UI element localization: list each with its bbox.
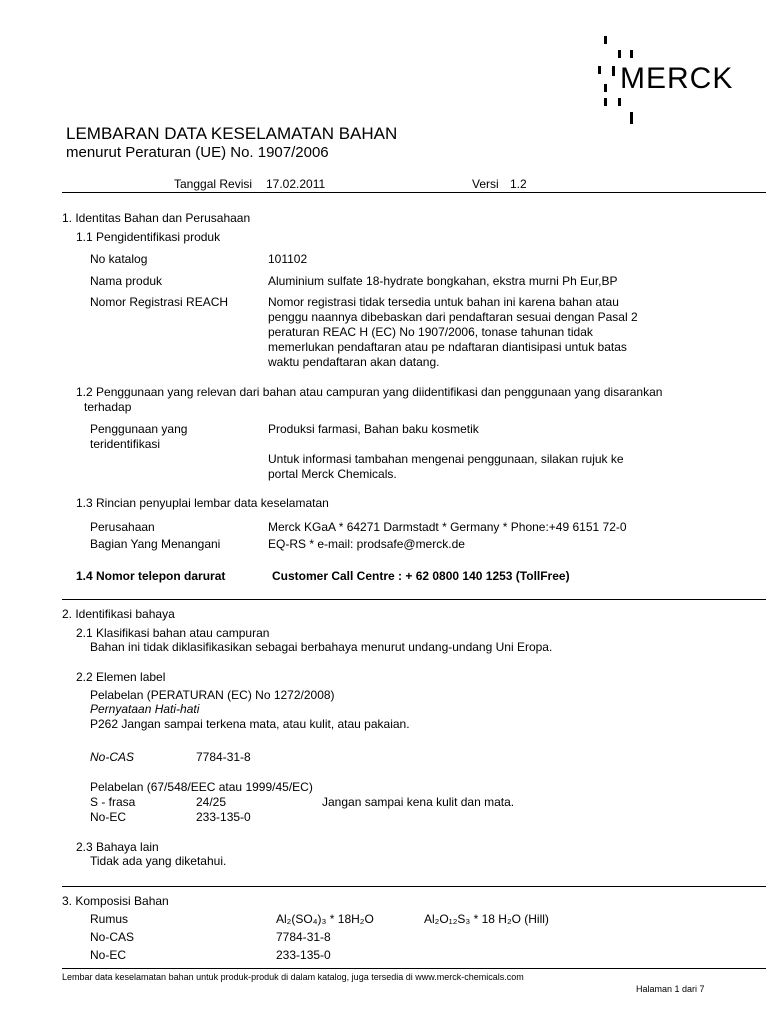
formula-label: Rumus — [90, 912, 129, 926]
use-value: Produksi farmasi, Bahan baku kosmetik — [268, 422, 479, 436]
ec-value: 233-135-0 — [276, 948, 331, 962]
version-label: Versi — [472, 177, 499, 191]
cas-label: No-CAS — [90, 750, 135, 764]
logo-dot — [598, 66, 601, 74]
reach-line: memerlukan pendaftaran atau pe ndaftaran diantisipasi untuk batas — [268, 340, 627, 354]
header-divider — [62, 192, 766, 193]
s-phrase-code: 24/25 — [196, 795, 227, 809]
section1-4-heading: 1.4 Nomor telepon darurat — [76, 569, 226, 583]
use-info: Untuk informasi tambahan mengenai penggunaan, silakan rujuk ke — [268, 452, 624, 466]
s-phrase-label: S - frasa — [90, 795, 136, 809]
dept-value: EQ-RS * e-mail: prodsafe@merck.de — [268, 537, 465, 551]
ec-label: No-EC — [90, 810, 127, 824]
section2-heading: 2. Identifikasi bahaya — [62, 607, 175, 621]
reach-line: peraturan REAC H (EC) No 1907/2006, tonase tahunan tidak — [268, 325, 593, 339]
section3-heading: 3. Komposisi Bahan — [62, 894, 169, 908]
company-label: Perusahaan — [90, 520, 155, 534]
ec-label: No-EC — [90, 948, 127, 962]
section1-2-heading: 1.2 Penggunaan yang relevan dari bahan atau campuran yang diidentifikasi dan penggunaan yang disarankan — [76, 385, 663, 399]
section1-heading: 1. Identitas Bahan dan Perusahaan — [62, 211, 251, 225]
logo-dot — [630, 50, 633, 58]
page-number: Halaman 1 dari 7 — [636, 984, 705, 994]
use-label: Penggunaan yang — [90, 422, 188, 436]
labeling-regulation-1: Pelabelan (PERATURAN (EC) No 1272/2008) — [90, 688, 335, 702]
dept-label: Bagian Yang Menangani — [90, 537, 221, 551]
revision-label: Tanggal Revisi — [174, 177, 253, 191]
logo-dot — [612, 66, 615, 76]
logo-dot — [630, 112, 633, 124]
footer-note: Lembar data keselamatan bahan untuk produk-produk di dalam katalog, juga tersedia di www.merck-chemicals.com — [62, 972, 524, 982]
classification-text: Bahan ini tidak diklasifikasikan sebagai berbahaya menurut undang-undang Uni Eropa. — [90, 640, 553, 654]
logo-dot — [604, 98, 607, 106]
labeling-regulation-2: Pelabelan (67/548/EEC atau 1999/45/EC) — [90, 780, 313, 794]
product-value: Aluminium sulfate 18-hydrate bongkahan, ekstra murni Ph Eur,BP — [268, 274, 618, 288]
section2-3-heading: 2.3 Bahaya lain — [76, 840, 159, 854]
cas-value: 7784-31-8 — [196, 750, 251, 764]
reach-line: waktu pendaftaran akan datang. — [268, 355, 440, 369]
formula-value: Al₂(SO₄)₃ * 18H₂O — [276, 912, 374, 926]
cas-value: 7784-31-8 — [276, 930, 331, 944]
ec-value: 233-135-0 — [196, 810, 251, 824]
use-label-cont: teridentifikasi — [90, 437, 161, 451]
emergency-phone: Customer Call Centre : + 62 0800 140 1253 (TollFree) — [272, 569, 570, 583]
footer-divider — [62, 968, 766, 969]
section1-3-heading: 1.3 Rincian penyuplai lembar data keselamatan — [76, 496, 329, 510]
section2-divider — [62, 886, 766, 887]
reach-line: penggu naannya dibebaskan dari pendaftaran sesuai dengan Pasal 2 — [268, 310, 638, 324]
logo-dot — [618, 50, 621, 58]
logo-dot — [618, 98, 621, 106]
logo-wordmark: MERCK — [620, 62, 734, 95]
document-subtitle: menurut Peraturan (UE) No. 1907/2006 — [66, 144, 329, 161]
cas-label: No-CAS — [90, 930, 135, 944]
s-phrase-text: Jangan sampai kena kulit dan mata. — [322, 795, 515, 809]
precaution-label: Pernyataan Hati-hati — [90, 702, 200, 716]
hill-formula: Al₂O₁₂S₃ * 18 H₂O (Hill) — [424, 912, 549, 926]
section2-1-heading: 2.1 Klasifikasi bahan atau campuran — [76, 626, 270, 640]
catalog-value: 101102 — [268, 252, 308, 266]
catalog-label: No katalog — [90, 252, 148, 266]
section1-divider — [62, 599, 766, 600]
logo-dot — [604, 36, 607, 44]
reach-line: Nomor registrasi tidak tersedia untuk bahan ini karena bahan atau — [268, 295, 619, 309]
logo-dot — [604, 84, 607, 92]
p262-statement: P262 Jangan sampai terkena mata, atau kulit, atau pakaian. — [90, 717, 410, 731]
use-info-cont: portal Merck Chemicals. — [268, 467, 397, 481]
section2-2-heading: 2.2 Elemen label — [76, 670, 166, 684]
revision-date: 17.02.2011 — [266, 177, 326, 191]
company-value: Merck KGaA * 64271 Darmstadt * Germany * Phone:+49 6151 72-0 — [268, 520, 627, 534]
document-title: LEMBARAN DATA KESELAMATAN BAHAN — [66, 124, 398, 143]
section1-1-heading: 1.1 Pengidentifikasi produk — [76, 230, 221, 244]
product-label: Nama produk — [90, 274, 163, 288]
reach-label: Nomor Registrasi REACH — [90, 295, 229, 309]
section1-2-heading-cont: terhadap — [84, 400, 132, 414]
other-hazards-text: Tidak ada yang diketahui. — [90, 854, 227, 868]
version-value: 1.2 — [510, 177, 527, 191]
